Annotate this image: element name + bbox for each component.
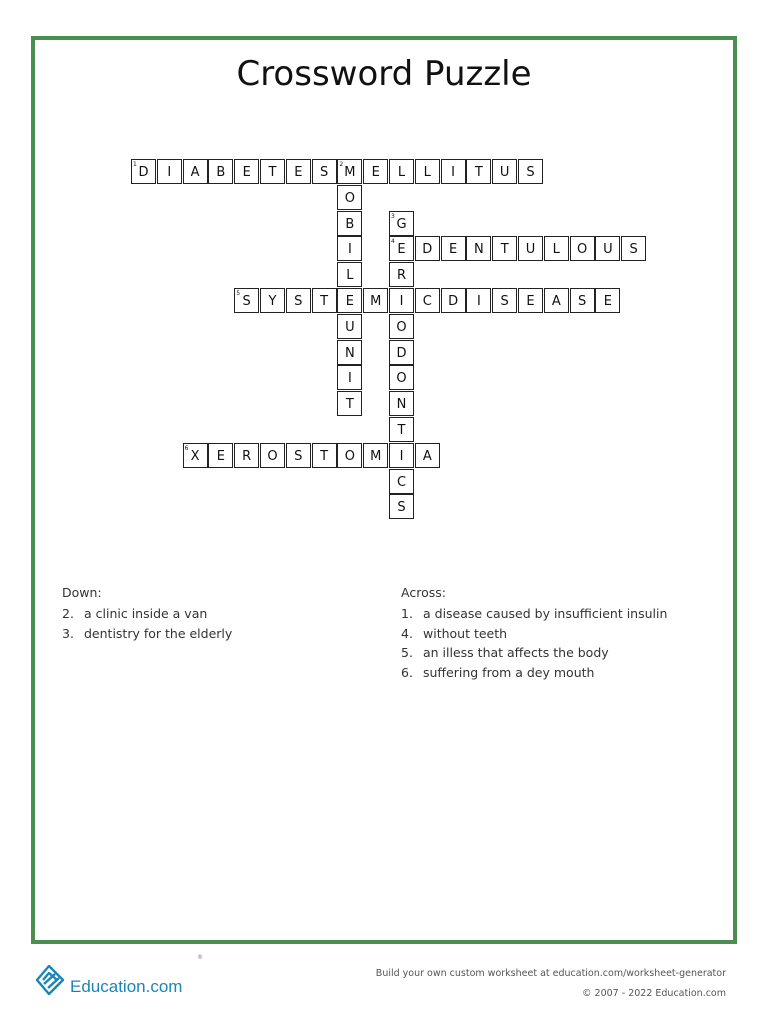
crossword-cell[interactable] (183, 443, 208, 468)
crossword-cell[interactable] (389, 391, 414, 416)
cell-letter: O (396, 319, 407, 335)
cell-letter: O (576, 242, 588, 258)
cell-letter: N (396, 397, 407, 413)
crossword-cell[interactable] (234, 288, 259, 313)
cell-letter: I (451, 165, 456, 180)
cell-letter: O (396, 371, 407, 387)
cell-letter: T (397, 423, 406, 438)
cell-letter: N (474, 242, 484, 258)
cell-letter: S (319, 165, 329, 180)
cell-letter: U (525, 242, 536, 258)
crossword-cell[interactable] (595, 236, 620, 261)
clue-number: 5 (236, 290, 241, 297)
cell-letter: E (345, 294, 354, 309)
crossword-cell[interactable] (441, 159, 466, 184)
crossword-cell[interactable] (337, 236, 362, 261)
cell-letter: E (242, 165, 251, 180)
crossword-cell[interactable] (286, 443, 311, 468)
cell-letter: S (629, 242, 638, 258)
cell-letter: B (216, 165, 226, 180)
crossword-cell[interactable] (389, 365, 414, 390)
cell-letter: O (344, 190, 355, 206)
cell-letter: I (347, 371, 352, 387)
cell-letter: C (396, 474, 407, 490)
crossword-cell[interactable] (415, 288, 440, 313)
across-clues (401, 585, 667, 682)
crossword-cell[interactable] (595, 288, 620, 313)
crossword-cell[interactable] (415, 236, 440, 261)
crossword-cell[interactable] (415, 443, 440, 468)
crossword-cell[interactable] (337, 262, 362, 287)
crossword-cell[interactable] (518, 236, 543, 261)
clue-number: 3 (391, 212, 395, 220)
crossword-cell[interactable] (312, 159, 337, 184)
crossword-cell[interactable] (312, 288, 337, 313)
registered-mark: ® (197, 954, 203, 961)
crossword-cell[interactable] (544, 236, 569, 261)
cell-letter: L (552, 242, 560, 258)
cell-letter: U (603, 242, 613, 258)
cell-letter: E (526, 294, 535, 309)
footer-tagline: Build your own custom worksheet at education.com/worksheet-generator (375, 968, 726, 979)
cell-letter: N (345, 345, 355, 361)
crossword-cell[interactable] (389, 494, 414, 519)
cell-letter: S (500, 294, 509, 309)
crossword-cell[interactable] (389, 314, 414, 339)
cell-letter: S (294, 448, 303, 464)
crossword-cell[interactable] (363, 159, 388, 184)
cell-letter: L (346, 268, 354, 284)
crossword-cell[interactable] (492, 236, 517, 261)
cell-letter: G (396, 216, 407, 232)
crossword-cell[interactable] (621, 236, 646, 261)
cell-letter: A (551, 294, 561, 309)
cell-letter: S (294, 294, 303, 309)
cell-letter: Y (268, 294, 277, 309)
crossword-cell[interactable] (337, 340, 362, 365)
cell-letter: I (167, 165, 172, 180)
down-clues (62, 585, 232, 643)
crossword-cell[interactable] (389, 159, 414, 184)
crossword-cell[interactable] (337, 443, 362, 468)
clue-item: 4. without teeth (401, 625, 508, 641)
cell-letter: M (344, 165, 356, 180)
cell-letter: S (242, 294, 251, 309)
crossword-cell[interactable] (234, 159, 259, 184)
clue-item: 5. an illess that affects the body (401, 645, 609, 660)
cell-letter: I (476, 294, 481, 309)
clue-item: 6. suffering from a dey mouth (401, 664, 595, 680)
cell-letter: E (397, 242, 406, 258)
crossword-cell[interactable] (260, 443, 285, 468)
cell-letter: E (448, 242, 458, 258)
crossword-cell[interactable] (570, 288, 595, 313)
clue-number: 4 (391, 238, 395, 246)
cell-letter: S (577, 294, 587, 309)
crossword-cell[interactable] (312, 443, 337, 468)
cell-letter: I (347, 242, 352, 258)
cell-letter: M (370, 448, 382, 464)
crossword-cell[interactable] (208, 443, 233, 468)
cell-letter: X (190, 448, 200, 464)
crossword-cell[interactable] (337, 185, 362, 210)
clue-number: 2 (339, 161, 344, 168)
cell-letter: T (474, 165, 483, 180)
cell-letter: E (216, 448, 225, 464)
cell-letter: M (370, 294, 382, 309)
cell-letter: D (448, 294, 459, 309)
crossword-cell[interactable] (389, 288, 414, 313)
cell-letter: T (320, 448, 329, 464)
cell-letter: D (422, 242, 433, 258)
cell-letter: T (500, 242, 509, 258)
crossword-cell[interactable] (234, 443, 259, 468)
crossword-cell[interactable] (337, 365, 362, 390)
crossword-cell[interactable] (131, 159, 156, 184)
crossword-cell[interactable] (337, 211, 362, 236)
cell-letter: C (422, 294, 432, 309)
cell-letter: T (320, 294, 329, 309)
crossword-cell[interactable] (260, 159, 285, 184)
cell-letter: U (499, 165, 510, 180)
brand-name: Education.com (70, 977, 183, 996)
crossword-cell[interactable] (570, 236, 595, 261)
cell-letter: S (526, 165, 535, 180)
crossword-cell[interactable] (389, 417, 414, 442)
crossword-cell[interactable] (363, 288, 388, 313)
cell-letter: T (268, 165, 277, 180)
clue-number: 6 (184, 444, 189, 452)
crossword-cell[interactable] (466, 236, 491, 261)
cell-letter: R (242, 448, 252, 464)
crossword-cell[interactable] (544, 288, 569, 313)
crossword-cell[interactable] (286, 159, 311, 184)
crossword-cell[interactable] (208, 159, 233, 184)
cell-letter: D (138, 165, 149, 180)
crossword-cell[interactable] (518, 288, 543, 313)
cell-letter: I (399, 294, 404, 309)
crossword-cell[interactable] (389, 443, 414, 468)
clue-number: 1 (133, 161, 137, 168)
cell-letter: B (345, 216, 355, 232)
crossword-cell[interactable] (389, 340, 414, 365)
crossword-cell[interactable] (260, 288, 285, 313)
cell-letter: D (396, 345, 407, 361)
crossword-cell[interactable] (183, 159, 208, 184)
crossword-cell[interactable] (389, 469, 414, 494)
cell-letter: L (397, 165, 406, 180)
crossword-cell[interactable] (389, 211, 414, 236)
crossword-cell[interactable] (441, 236, 466, 261)
cell-letter: O (344, 448, 355, 464)
crossword-cell[interactable] (337, 159, 362, 184)
crossword-cell[interactable] (286, 288, 311, 313)
cell-letter: A (422, 448, 432, 464)
clue-item: 1. a disease caused by insufficient insulin (401, 606, 668, 621)
cell-letter: E (294, 165, 303, 180)
crossword-cell[interactable] (337, 314, 362, 339)
cell-letter: S (397, 500, 406, 516)
clue-item: 3. dentistry for the elderly (62, 625, 233, 641)
clue-item: 2. a clinic inside a van (62, 606, 208, 621)
down-clues-heading: Down: (62, 585, 102, 600)
cell-letter: L (423, 165, 431, 180)
cell-letter: O (267, 448, 278, 464)
crossword-cell[interactable] (157, 159, 182, 184)
crossword-cell[interactable] (466, 159, 491, 184)
crossword-cell[interactable] (337, 391, 362, 416)
cell-letter: T (345, 397, 354, 413)
across-clues-heading: Across: (401, 585, 446, 600)
page-title: Crossword Puzzle (236, 54, 532, 94)
crossword-cell[interactable] (441, 288, 466, 313)
crossword-cell[interactable] (492, 159, 517, 184)
crossword-cell[interactable] (337, 288, 362, 313)
crossword-cell[interactable] (518, 159, 543, 184)
cell-letter: E (603, 294, 612, 309)
footer-copyright: © 2007 - 2022 Education.com (582, 988, 726, 999)
crossword-cell[interactable] (389, 262, 414, 287)
cell-letter: E (371, 165, 380, 180)
cell-letter: I (399, 448, 404, 464)
crossword-cell[interactable] (466, 288, 491, 313)
crossword-cell[interactable] (415, 159, 440, 184)
cell-letter: U (345, 319, 355, 335)
crossword-cell[interactable] (389, 236, 414, 261)
crossword-cell[interactable] (363, 443, 388, 468)
cell-letter: R (396, 268, 407, 284)
crossword-cell[interactable] (492, 288, 517, 313)
cell-letter: A (190, 165, 200, 180)
